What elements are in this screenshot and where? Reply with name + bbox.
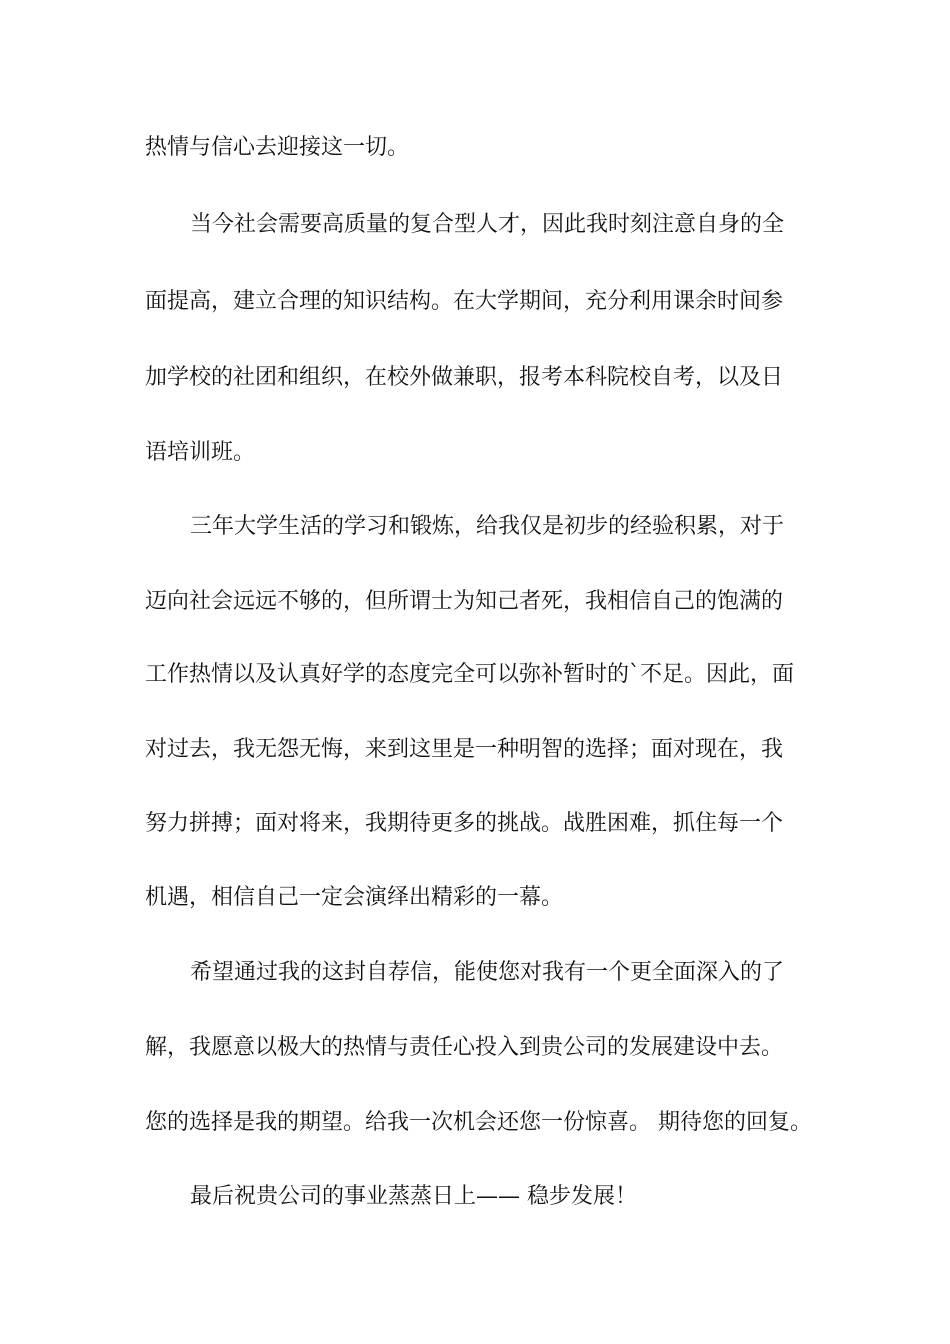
paragraph-start-line: 当今社会需要高质量的复合型人才，因此我时刻注意自身的全: [190, 212, 785, 237]
text-line: 解，我愿意以极大的热情与责任心投入到贵公司的发展建设中去。: [145, 1035, 784, 1060]
text-line: 您的选择是我的期望。给我一次机会还您一份惊喜。 期待您的回复。: [145, 1110, 812, 1135]
text-line: 迈向社会远远不够的，但所谓士为知己者死，我相信自己的饱满的: [145, 589, 784, 614]
text-line: 对过去，我无怨无悔，来到这里是一种明智的选择；面对现在，我: [145, 737, 784, 762]
closing-line: 最后祝贵公司的事业蒸蒸日上—— 稳步发展！: [190, 1184, 637, 1209]
text-line: 努力拼搏；面对将来，我期待更多的挑战。战胜困难，抓住每一个: [145, 811, 784, 836]
text-line: 语培训班。: [145, 440, 256, 465]
text-line: 机遇，相信自己一定会演绎出精彩的一幕。: [145, 885, 564, 910]
text-line: 面提高，建立合理的知识结构。在大学期间，充分利用课余时间参: [145, 289, 784, 314]
paragraph-start-line: 三年大学生活的学习和锻炼，给我仅是初步的经验积累，对于: [190, 514, 785, 539]
text-line: 加学校的社团和组织，在校外做兼职，报考本科院校自考，以及日: [145, 365, 784, 390]
text-line: 热情与信心去迎接这一切。: [145, 135, 410, 160]
text-line: 工作热情以及认真好学的态度完全可以弥补暂时的`不足。因此，面: [145, 662, 795, 687]
paragraph-start-line: 希望通过我的这封自荐信，能使您对我有一个更全面深入的了: [190, 960, 785, 985]
